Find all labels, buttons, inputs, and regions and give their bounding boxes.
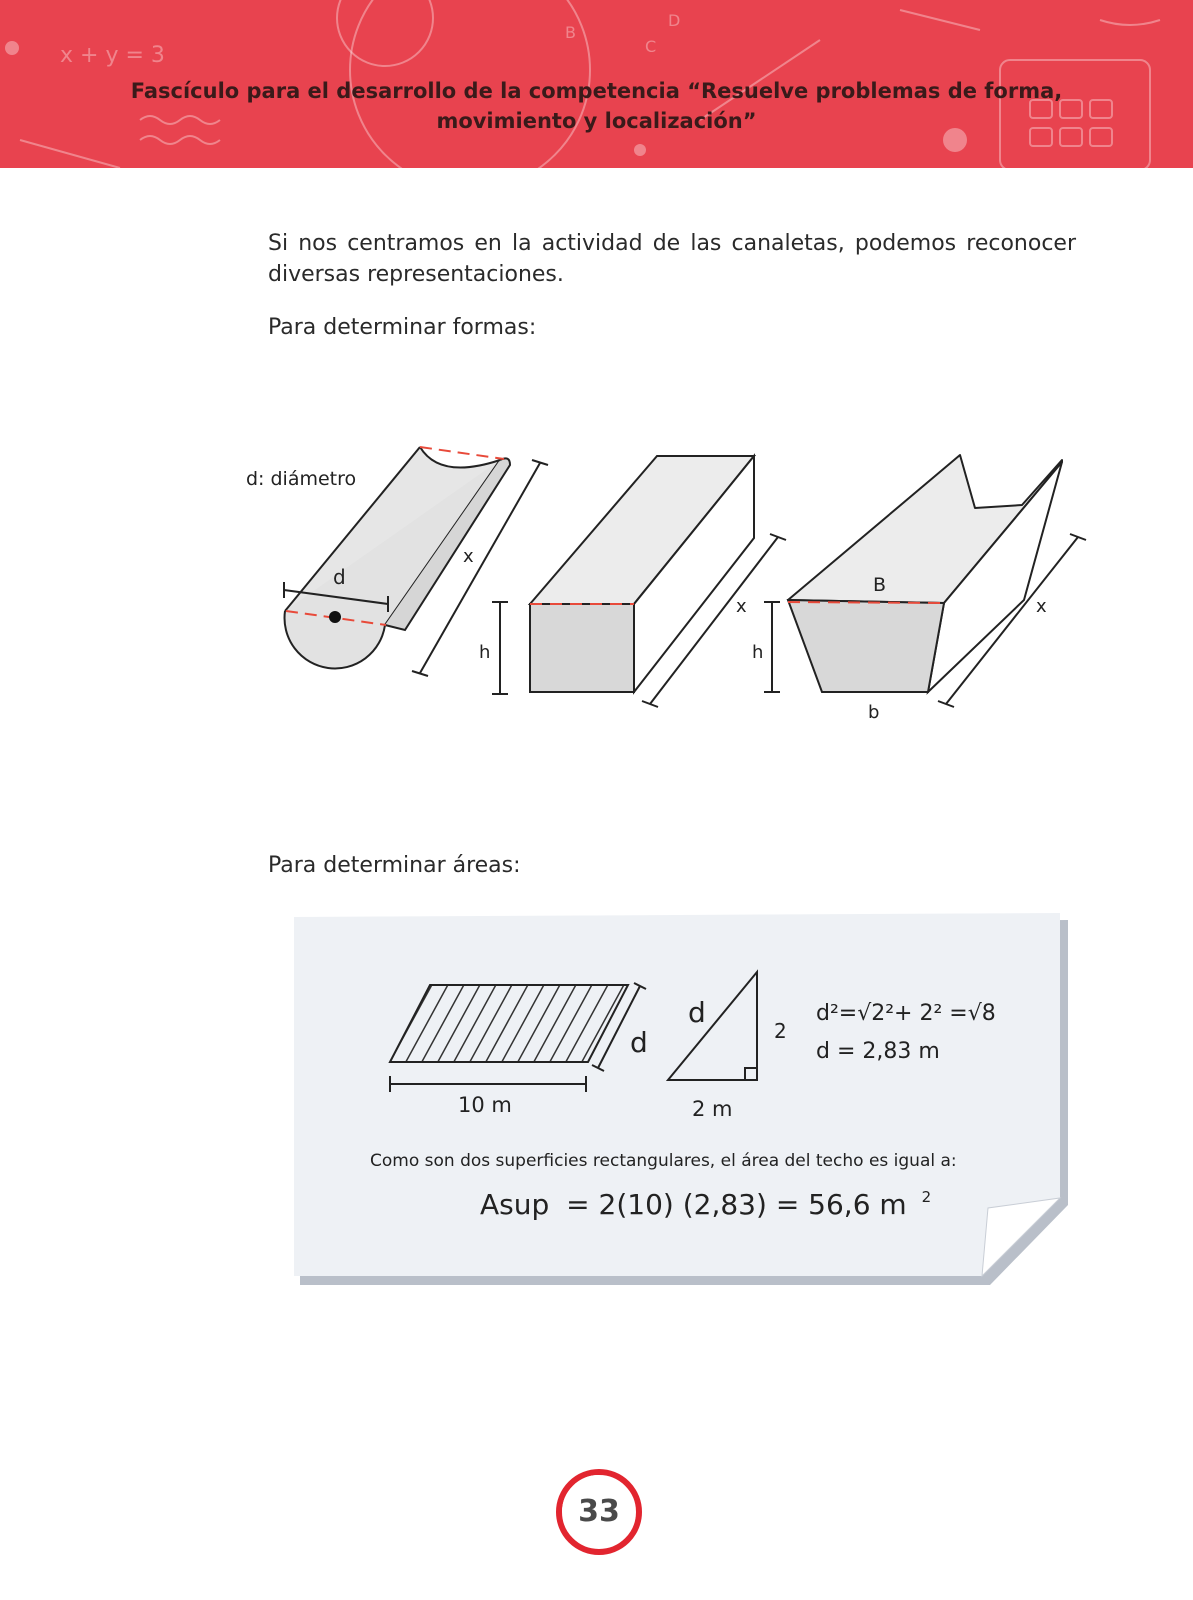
prism-h-label: h xyxy=(479,642,491,663)
area-label: Asup xyxy=(480,1188,550,1221)
note-background xyxy=(294,913,1060,1276)
decor-letter: D xyxy=(668,11,681,30)
semicylinder-d-label: d xyxy=(333,565,346,589)
trapezoid-b-label: b xyxy=(868,702,880,723)
rect-side-label: d xyxy=(630,1026,648,1059)
decor-letter: C xyxy=(645,37,657,56)
triangle-base-label: 2 m xyxy=(692,1097,733,1121)
decor-formula: x + y = 3 xyxy=(60,43,165,68)
formula-line2: d = 2,83 m xyxy=(816,1039,940,1064)
intro-paragraph: Si nos centramos en la actividad de las canaletas, podemos reconocer diversas representaciones. xyxy=(268,231,1076,287)
area-exponent: 2 xyxy=(921,1188,932,1206)
diameter-legend: d: diámetro xyxy=(246,468,357,490)
triangle-hyp-label: d xyxy=(688,996,706,1029)
page-number: 33 xyxy=(578,1494,620,1529)
decor-letter: B xyxy=(565,23,576,42)
header-title-line: Fascículo para el desarrollo de la competencia “Resuelve problemas de forma, xyxy=(130,79,1063,103)
formula-line1: d²=√2²+ 2² =√8 xyxy=(816,1001,996,1026)
trapezoid-B-label: B xyxy=(873,574,887,596)
note-caption: Como son dos superficies rectangulares, el área del techo es igual a: xyxy=(370,1151,957,1171)
area-formula: = 2(10) (2,83) = 56,6 m xyxy=(566,1188,907,1221)
rect-width-label: 10 m xyxy=(458,1093,512,1117)
page-number-badge xyxy=(555,1468,643,1556)
folded-corner xyxy=(982,1198,1060,1276)
semicylinder-x-label: x xyxy=(463,546,474,567)
svg-text:Asup = 2(10) (2,83) = 56,6 xyxy=(480,1188,931,1221)
forms-heading: Para determinar formas: xyxy=(268,315,537,340)
triangle-height-label: 2 xyxy=(774,1019,787,1043)
trapezoid-x-label: x xyxy=(1036,596,1047,617)
areas-heading: Para determinar áreas: xyxy=(268,853,521,878)
trapezoid-h-label: h xyxy=(752,642,764,663)
header-title-line: movimiento y localización” xyxy=(436,109,757,133)
prism-x-label: x xyxy=(736,596,747,617)
